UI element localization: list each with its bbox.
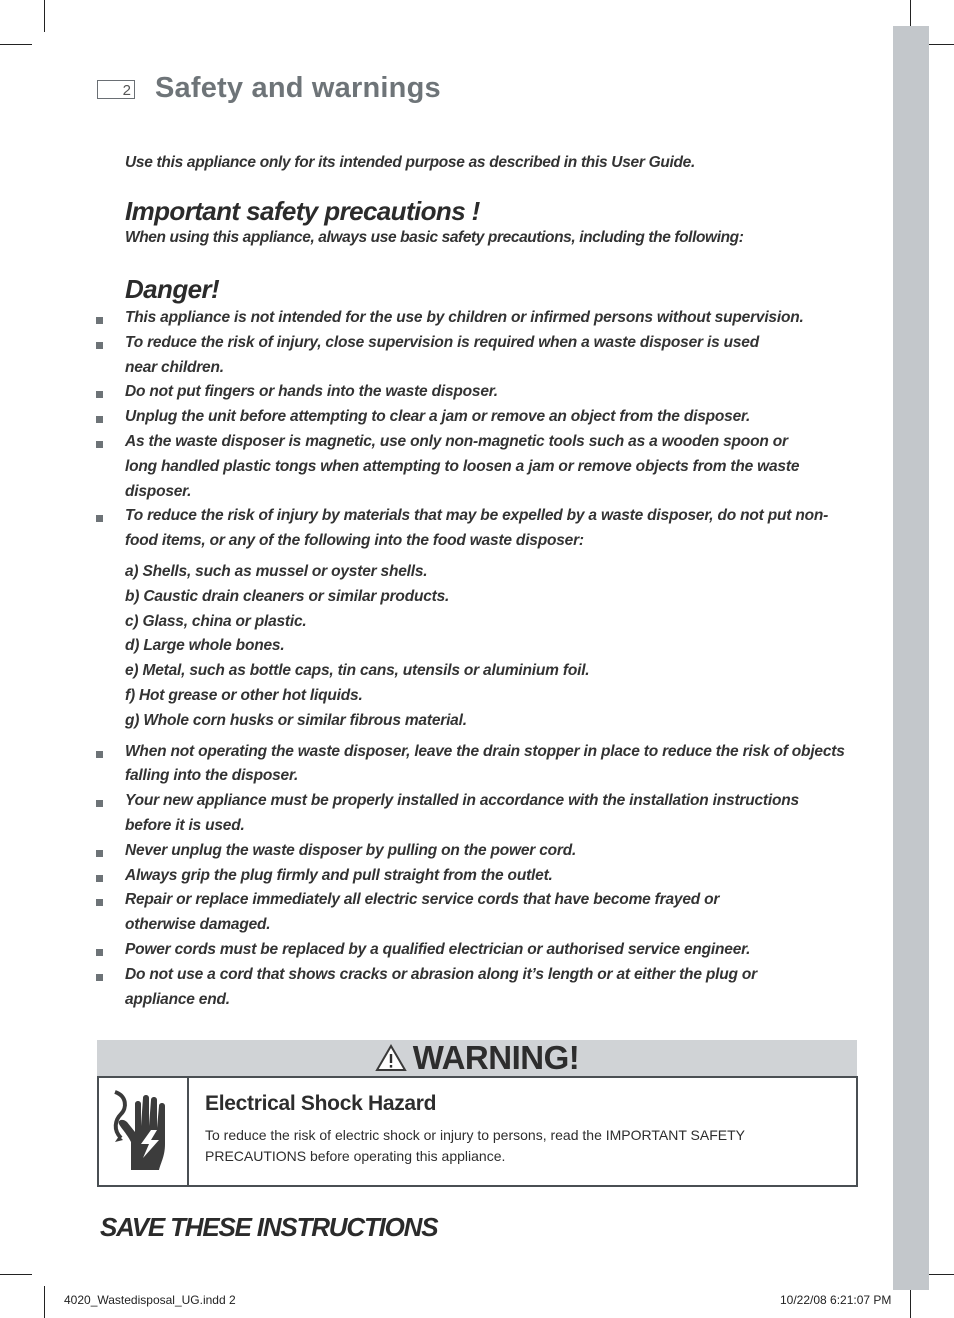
bullet-icon bbox=[96, 416, 103, 423]
list-item: a) Shells, such as mussel or oyster shells. bbox=[125, 562, 428, 580]
bullet-icon bbox=[96, 317, 103, 324]
bullet-icon bbox=[96, 949, 103, 956]
side-tab-bar bbox=[893, 26, 929, 1290]
hazard-description: To reduce the risk of electric shock or injury to persons, read the IMPORTANT SAFETY PRECAUTIONS before operating this appliance. bbox=[205, 1127, 745, 1164]
print-slug-file: 4020_Wastedisposal_UG.indd 2 bbox=[64, 1293, 236, 1307]
list-item: b) Caustic drain cleaners or similar products. bbox=[125, 587, 450, 605]
list-item: As the waste disposer is magnetic, use only non-magnetic tools such as a wooden spoon or long handled plastic tongs when attempting to loosen a jam or remove objects from the waste disposer. bbox=[95, 430, 845, 504]
list-item: f) Hot grease or other hot liquids. bbox=[125, 686, 363, 704]
page-number: 2 bbox=[97, 80, 135, 99]
list-item: Your new appliance must be properly installed in accordance with the installation instructions before it is used. bbox=[95, 789, 845, 839]
list-item: To reduce the risk of injury, close supervision is required when a waste disposer is used near children. bbox=[95, 331, 845, 381]
electric-shock-hand-icon bbox=[105, 1086, 181, 1178]
print-slug-date: 10/22/08 6:21:07 PM bbox=[780, 1293, 892, 1307]
list-item: d) Large whole bones. bbox=[125, 637, 285, 655]
save-instructions-heading: SAVE THESE INSTRUCTIONS bbox=[100, 1212, 438, 1242]
crop-mark bbox=[0, 44, 32, 45]
danger-heading: Danger! bbox=[125, 274, 220, 304]
crop-mark bbox=[44, 0, 45, 32]
list-item: Do not put fingers or hands into the waste disposer. bbox=[95, 380, 845, 405]
bullet-icon bbox=[96, 515, 103, 522]
list-item: When not operating the waste disposer, leave the drain stopper in place to reduce the risk of objects falling into the disposer. bbox=[95, 740, 845, 790]
danger-bullets-b bbox=[95, 740, 845, 1013]
list-item: g) Whole corn husks or similar fibrous material. bbox=[125, 711, 467, 729]
bullet-icon bbox=[96, 391, 103, 398]
bullet-icon bbox=[96, 899, 103, 906]
list-item: Never unplug the waste disposer by pulling on the power cord. bbox=[95, 839, 845, 864]
crop-mark bbox=[44, 1286, 45, 1318]
warning-banner bbox=[97, 1040, 857, 1076]
danger-content bbox=[95, 306, 845, 1012]
precautions-heading: Important safety precautions ! bbox=[125, 196, 480, 226]
list-item: Do not use a cord that shows cracks or abrasion along it’s length or at either the plug or appliance end. bbox=[95, 963, 845, 1013]
bullet-icon bbox=[96, 342, 103, 349]
list-item: Power cords must be replaced by a qualified electrician or authorised service engineer. bbox=[95, 938, 845, 963]
danger-bullets-a bbox=[95, 306, 845, 554]
section-title: Safety and warnings bbox=[155, 72, 441, 104]
warning-title: WARNING! bbox=[412, 1039, 580, 1076]
bullet-icon bbox=[96, 974, 103, 981]
list-item: c) Glass, china or plastic. bbox=[125, 612, 307, 630]
warning-triangle-icon bbox=[375, 1044, 407, 1072]
bullet-icon bbox=[96, 751, 103, 758]
precautions-subheading: When using this appliance, always use basic safety precautions, including the following: bbox=[125, 229, 744, 246]
excluded-items-list bbox=[95, 560, 845, 734]
hazard-title: Electrical Shock Hazard bbox=[205, 1092, 437, 1115]
list-item: Always grip the plug firmly and pull straight from the outlet. bbox=[95, 864, 845, 889]
crop-mark bbox=[910, 1286, 911, 1318]
hazard-text-cell bbox=[189, 1078, 821, 1185]
list-item: This appliance is not intended for the use by children or infirmed persons without supervision. bbox=[95, 306, 845, 331]
bullet-icon bbox=[96, 850, 103, 857]
warning-box bbox=[97, 1076, 858, 1187]
hand-icon-cell bbox=[99, 1078, 189, 1185]
list-item: Repair or replace immediately all electric service cords that have become frayed or otherwise damaged. bbox=[95, 888, 845, 938]
bullet-icon bbox=[96, 441, 103, 448]
intro-text: Use this appliance only for its intended purpose as described in this User Guide. bbox=[125, 154, 695, 171]
bullet-icon bbox=[96, 875, 103, 882]
list-item: Unplug the unit before attempting to clear a jam or remove an object from the disposer. bbox=[95, 405, 845, 430]
list-item: To reduce the risk of injury by materials that may be expelled by a waste disposer, do not put non-food items, or any of the following into the food waste disposer: bbox=[95, 504, 845, 554]
crop-mark bbox=[0, 1274, 32, 1275]
bullet-icon bbox=[96, 800, 103, 807]
list-item: e) Metal, such as bottle caps, tin cans, utensils or aluminium foil. bbox=[125, 662, 590, 680]
